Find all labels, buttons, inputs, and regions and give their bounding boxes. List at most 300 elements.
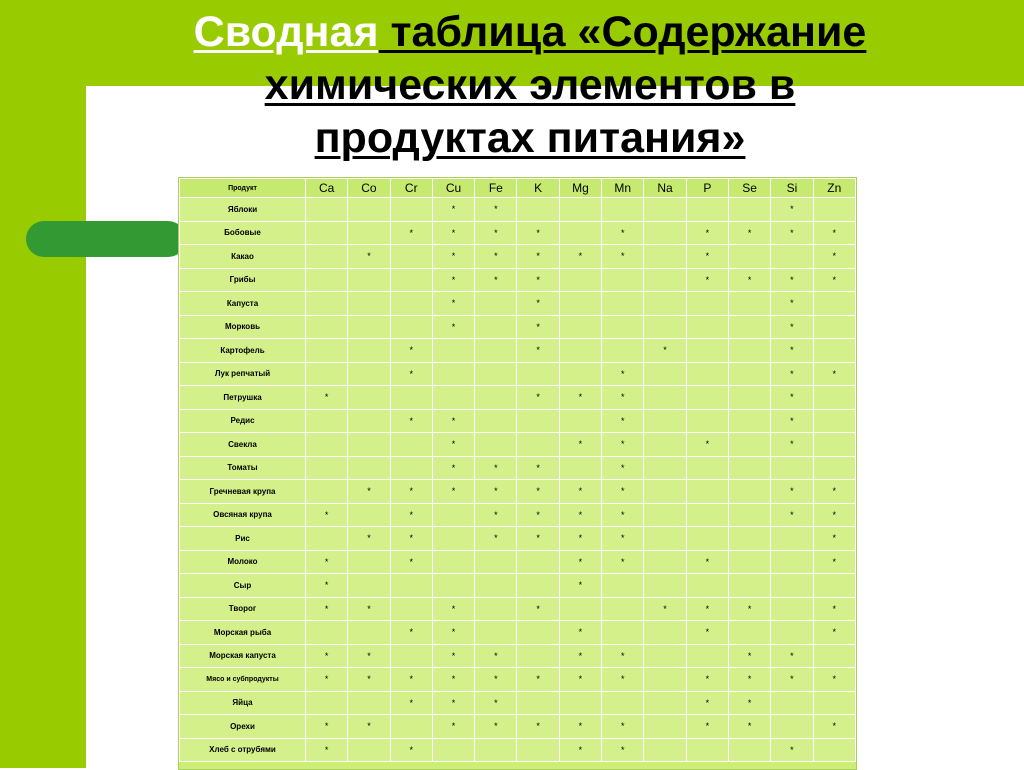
presence-cell: *: [602, 456, 644, 480]
presence-cell: *: [686, 715, 728, 739]
presence-cell: [559, 409, 601, 433]
presence-cell: *: [728, 668, 770, 692]
presence-cell: [432, 339, 474, 363]
presence-cell: [686, 644, 728, 668]
table-row: [180, 644, 856, 668]
presence-cell: [686, 315, 728, 339]
product-name: Молоко: [180, 550, 306, 574]
presence-cell: [813, 198, 855, 222]
presence-cell: *: [728, 644, 770, 668]
product-name: Хлеб с отрубями: [180, 738, 306, 762]
presence-cell: *: [432, 456, 474, 480]
presence-cell: [728, 362, 770, 386]
presence-cell: [644, 527, 686, 551]
table-row: [180, 668, 856, 692]
presence-cell: *: [432, 433, 474, 457]
header-element: Si: [771, 179, 813, 198]
presence-cell: [686, 386, 728, 410]
presence-cell: *: [602, 386, 644, 410]
presence-cell: *: [390, 527, 432, 551]
presence-cell: [602, 198, 644, 222]
presence-cell: [813, 433, 855, 457]
presence-cell: [348, 386, 390, 410]
presence-cell: [644, 456, 686, 480]
presence-cell: *: [602, 433, 644, 457]
header-element: K: [517, 179, 559, 198]
presence-cell: *: [686, 621, 728, 645]
presence-cell: *: [348, 668, 390, 692]
presence-cell: *: [813, 503, 855, 527]
presence-cell: [813, 409, 855, 433]
presence-cell: *: [771, 480, 813, 504]
presence-cell: [306, 268, 348, 292]
presence-cell: *: [517, 292, 559, 316]
presence-cell: [686, 527, 728, 551]
presence-cell: *: [813, 597, 855, 621]
presence-cell: *: [517, 245, 559, 269]
presence-cell: [390, 433, 432, 457]
product-name: Яблоки: [180, 198, 306, 222]
presence-cell: [813, 386, 855, 410]
presence-cell: *: [771, 268, 813, 292]
presence-cell: [728, 503, 770, 527]
table-row: [180, 245, 856, 269]
presence-cell: *: [432, 691, 474, 715]
table-row: [180, 339, 856, 363]
presence-cell: *: [771, 386, 813, 410]
presence-cell: [348, 268, 390, 292]
presence-cell: [475, 292, 517, 316]
presence-cell: *: [813, 550, 855, 574]
presence-cell: *: [475, 644, 517, 668]
presence-cell: *: [602, 245, 644, 269]
table-row: [180, 198, 856, 222]
table-row: [180, 362, 856, 386]
presence-cell: *: [602, 644, 644, 668]
presence-cell: [475, 550, 517, 574]
presence-cell: [559, 292, 601, 316]
header-element: Mg: [559, 179, 601, 198]
presence-cell: [771, 245, 813, 269]
product-name: Грибы: [180, 268, 306, 292]
presence-cell: [517, 550, 559, 574]
table-row: [180, 503, 856, 527]
slide-title: [100, 6, 960, 165]
presence-cell: [602, 597, 644, 621]
presence-cell: [306, 456, 348, 480]
presence-cell: [728, 574, 770, 598]
presence-cell: [728, 409, 770, 433]
header-element: Se: [728, 179, 770, 198]
decorative-pill: [26, 221, 186, 257]
presence-cell: *: [771, 339, 813, 363]
accent-bar-left: [0, 0, 86, 768]
presence-cell: [728, 292, 770, 316]
presence-cell: *: [517, 480, 559, 504]
presence-cell: *: [348, 644, 390, 668]
presence-cell: [348, 362, 390, 386]
product-name: Томаты: [180, 456, 306, 480]
table-row: [180, 597, 856, 621]
presence-cell: [306, 362, 348, 386]
presence-cell: *: [771, 221, 813, 245]
presence-cell: [559, 691, 601, 715]
presence-cell: [602, 292, 644, 316]
presence-cell: *: [390, 691, 432, 715]
presence-cell: [348, 221, 390, 245]
presence-cell: *: [686, 597, 728, 621]
product-name: Морская рыба: [180, 621, 306, 645]
presence-cell: *: [475, 456, 517, 480]
presence-cell: *: [686, 668, 728, 692]
presence-cell: [559, 315, 601, 339]
presence-cell: *: [686, 433, 728, 457]
presence-cell: [517, 621, 559, 645]
presence-cell: [475, 621, 517, 645]
presence-cell: [644, 315, 686, 339]
presence-cell: [813, 574, 855, 598]
presence-cell: *: [475, 527, 517, 551]
presence-cell: [644, 738, 686, 762]
presence-cell: *: [602, 527, 644, 551]
presence-cell: [813, 456, 855, 480]
presence-cell: [771, 691, 813, 715]
presence-cell: *: [602, 503, 644, 527]
table-header-row: [180, 179, 856, 198]
elements-table: [179, 178, 856, 762]
product-name: Овсяная крупа: [180, 503, 306, 527]
presence-cell: [644, 715, 686, 739]
presence-cell: *: [813, 715, 855, 739]
presence-cell: [644, 409, 686, 433]
presence-cell: [306, 433, 348, 457]
presence-cell: [517, 433, 559, 457]
table-row: [180, 691, 856, 715]
presence-cell: [686, 456, 728, 480]
presence-cell: [348, 339, 390, 363]
presence-cell: [348, 738, 390, 762]
table-row: [180, 456, 856, 480]
presence-cell: [728, 198, 770, 222]
presence-cell: *: [686, 245, 728, 269]
product-name: Гречневая крупа: [180, 480, 306, 504]
presence-cell: [348, 550, 390, 574]
presence-cell: *: [432, 668, 474, 692]
presence-cell: *: [559, 550, 601, 574]
presence-cell: *: [348, 715, 390, 739]
presence-cell: [432, 503, 474, 527]
presence-cell: *: [771, 503, 813, 527]
header-element: Ca: [306, 179, 348, 198]
header-product: Продукт: [180, 179, 306, 198]
presence-cell: *: [348, 527, 390, 551]
presence-cell: *: [390, 550, 432, 574]
presence-cell: *: [432, 292, 474, 316]
table-row: [180, 433, 856, 457]
presence-cell: [306, 409, 348, 433]
presence-cell: [771, 527, 813, 551]
presence-cell: *: [559, 503, 601, 527]
presence-cell: [475, 574, 517, 598]
presence-cell: *: [686, 221, 728, 245]
presence-cell: [475, 362, 517, 386]
presence-cell: [686, 738, 728, 762]
presence-cell: [559, 597, 601, 621]
presence-cell: *: [602, 221, 644, 245]
presence-cell: *: [432, 480, 474, 504]
presence-cell: [475, 386, 517, 410]
product-name: Яйца: [180, 691, 306, 715]
presence-cell: [644, 644, 686, 668]
presence-cell: *: [432, 597, 474, 621]
table-row: [180, 574, 856, 598]
presence-cell: *: [306, 738, 348, 762]
presence-cell: [306, 315, 348, 339]
presence-cell: *: [728, 715, 770, 739]
presence-cell: *: [517, 668, 559, 692]
table-row: [180, 738, 856, 762]
presence-cell: *: [517, 268, 559, 292]
presence-cell: *: [813, 362, 855, 386]
presence-cell: [517, 409, 559, 433]
presence-cell: *: [390, 480, 432, 504]
presence-cell: [306, 198, 348, 222]
presence-cell: *: [475, 198, 517, 222]
table-row: [180, 480, 856, 504]
title-line1-rest: таблица «Содержание: [378, 8, 867, 56]
presence-cell: [602, 621, 644, 645]
presence-cell: [390, 198, 432, 222]
presence-cell: [771, 621, 813, 645]
presence-cell: [602, 691, 644, 715]
presence-cell: [771, 456, 813, 480]
presence-cell: *: [432, 315, 474, 339]
presence-cell: *: [390, 339, 432, 363]
presence-cell: *: [306, 574, 348, 598]
presence-cell: [559, 362, 601, 386]
presence-cell: *: [432, 715, 474, 739]
presence-cell: [432, 362, 474, 386]
product-name: Морковь: [180, 315, 306, 339]
presence-cell: [306, 527, 348, 551]
presence-cell: [390, 245, 432, 269]
presence-cell: [390, 597, 432, 621]
presence-cell: [559, 339, 601, 363]
presence-cell: *: [517, 597, 559, 621]
presence-cell: [432, 738, 474, 762]
presence-cell: [390, 574, 432, 598]
product-name: Творог: [180, 597, 306, 621]
presence-cell: [686, 362, 728, 386]
presence-cell: *: [432, 198, 474, 222]
table-row: [180, 221, 856, 245]
presence-cell: *: [306, 503, 348, 527]
presence-cell: *: [602, 550, 644, 574]
presence-cell: [644, 386, 686, 410]
header-element: Fe: [475, 179, 517, 198]
presence-cell: [644, 362, 686, 386]
presence-cell: [728, 456, 770, 480]
presence-cell: *: [771, 292, 813, 316]
presence-cell: *: [771, 644, 813, 668]
presence-cell: *: [813, 668, 855, 692]
presence-cell: [559, 221, 601, 245]
product-name: Сыр: [180, 574, 306, 598]
presence-cell: [390, 644, 432, 668]
presence-cell: *: [390, 621, 432, 645]
presence-cell: [390, 715, 432, 739]
presence-cell: *: [306, 597, 348, 621]
presence-cell: [728, 738, 770, 762]
presence-cell: *: [686, 550, 728, 574]
presence-cell: *: [432, 245, 474, 269]
presence-cell: *: [475, 691, 517, 715]
presence-cell: [644, 245, 686, 269]
presence-cell: [475, 315, 517, 339]
presence-cell: [390, 292, 432, 316]
presence-cell: [348, 503, 390, 527]
presence-cell: *: [728, 268, 770, 292]
presence-cell: *: [559, 668, 601, 692]
presence-cell: *: [602, 480, 644, 504]
presence-cell: *: [475, 503, 517, 527]
presence-cell: [813, 691, 855, 715]
presence-cell: *: [813, 221, 855, 245]
presence-cell: *: [559, 621, 601, 645]
presence-cell: [390, 268, 432, 292]
presence-cell: [813, 292, 855, 316]
presence-cell: *: [475, 268, 517, 292]
product-name: Редис: [180, 409, 306, 433]
presence-cell: *: [475, 245, 517, 269]
table-row: [180, 550, 856, 574]
product-name: Картофель: [180, 339, 306, 363]
presence-cell: *: [771, 433, 813, 457]
presence-cell: [644, 574, 686, 598]
presence-cell: *: [348, 597, 390, 621]
presence-cell: *: [602, 738, 644, 762]
presence-cell: *: [728, 691, 770, 715]
presence-cell: [813, 339, 855, 363]
presence-cell: [517, 574, 559, 598]
product-name: Какао: [180, 245, 306, 269]
presence-cell: *: [771, 409, 813, 433]
title-line2: химических элементов в: [264, 61, 796, 109]
presence-cell: *: [390, 503, 432, 527]
presence-cell: *: [644, 597, 686, 621]
presence-cell: [306, 339, 348, 363]
table-row: [180, 315, 856, 339]
presence-cell: [686, 574, 728, 598]
presence-cell: [602, 574, 644, 598]
presence-cell: [644, 691, 686, 715]
presence-cell: [475, 433, 517, 457]
product-name: Лук репчатый: [180, 362, 306, 386]
presence-cell: [390, 386, 432, 410]
presence-cell: *: [390, 362, 432, 386]
presence-cell: *: [771, 738, 813, 762]
presence-cell: [728, 339, 770, 363]
presence-cell: *: [813, 480, 855, 504]
presence-cell: *: [517, 315, 559, 339]
presence-cell: [644, 621, 686, 645]
presence-cell: *: [559, 738, 601, 762]
presence-cell: *: [771, 315, 813, 339]
header-element: Cu: [432, 179, 474, 198]
presence-cell: [728, 315, 770, 339]
presence-cell: *: [517, 527, 559, 551]
presence-cell: *: [602, 409, 644, 433]
presence-cell: *: [348, 480, 390, 504]
title-line3: продуктах питания»: [314, 114, 746, 162]
table-row: [180, 409, 856, 433]
table-row: [180, 621, 856, 645]
presence-cell: [728, 386, 770, 410]
presence-cell: [728, 527, 770, 551]
presence-cell: [475, 409, 517, 433]
presence-cell: *: [390, 409, 432, 433]
presence-cell: [475, 597, 517, 621]
presence-cell: *: [771, 362, 813, 386]
presence-cell: *: [432, 221, 474, 245]
presence-cell: *: [559, 644, 601, 668]
presence-cell: [306, 480, 348, 504]
presence-cell: [390, 456, 432, 480]
presence-cell: [728, 480, 770, 504]
presence-cell: [728, 245, 770, 269]
presence-cell: *: [559, 715, 601, 739]
presence-cell: [686, 503, 728, 527]
presence-cell: *: [517, 715, 559, 739]
presence-cell: [644, 198, 686, 222]
presence-cell: *: [602, 362, 644, 386]
presence-cell: [306, 691, 348, 715]
presence-cell: [644, 480, 686, 504]
presence-cell: [348, 621, 390, 645]
presence-cell: [728, 550, 770, 574]
header-element: Cr: [390, 179, 432, 198]
presence-cell: [602, 315, 644, 339]
presence-cell: [813, 738, 855, 762]
presence-cell: *: [306, 550, 348, 574]
summary-table: [178, 177, 857, 770]
presence-cell: *: [475, 668, 517, 692]
presence-cell: [348, 574, 390, 598]
header-element: Mn: [602, 179, 644, 198]
table-row: [180, 268, 856, 292]
table-row: [180, 292, 856, 316]
presence-cell: [306, 245, 348, 269]
table-row: [180, 527, 856, 551]
header-element: Zn: [813, 179, 855, 198]
presence-cell: [728, 433, 770, 457]
presence-cell: *: [602, 668, 644, 692]
presence-cell: [348, 315, 390, 339]
presence-cell: *: [559, 527, 601, 551]
presence-cell: *: [559, 245, 601, 269]
presence-cell: [348, 691, 390, 715]
product-name: Морская капуста: [180, 644, 306, 668]
presence-cell: [686, 292, 728, 316]
presence-cell: *: [306, 668, 348, 692]
presence-cell: *: [306, 644, 348, 668]
presence-cell: *: [728, 597, 770, 621]
presence-cell: [644, 503, 686, 527]
product-name: Рис: [180, 527, 306, 551]
presence-cell: [686, 409, 728, 433]
presence-cell: [644, 268, 686, 292]
presence-cell: [559, 456, 601, 480]
